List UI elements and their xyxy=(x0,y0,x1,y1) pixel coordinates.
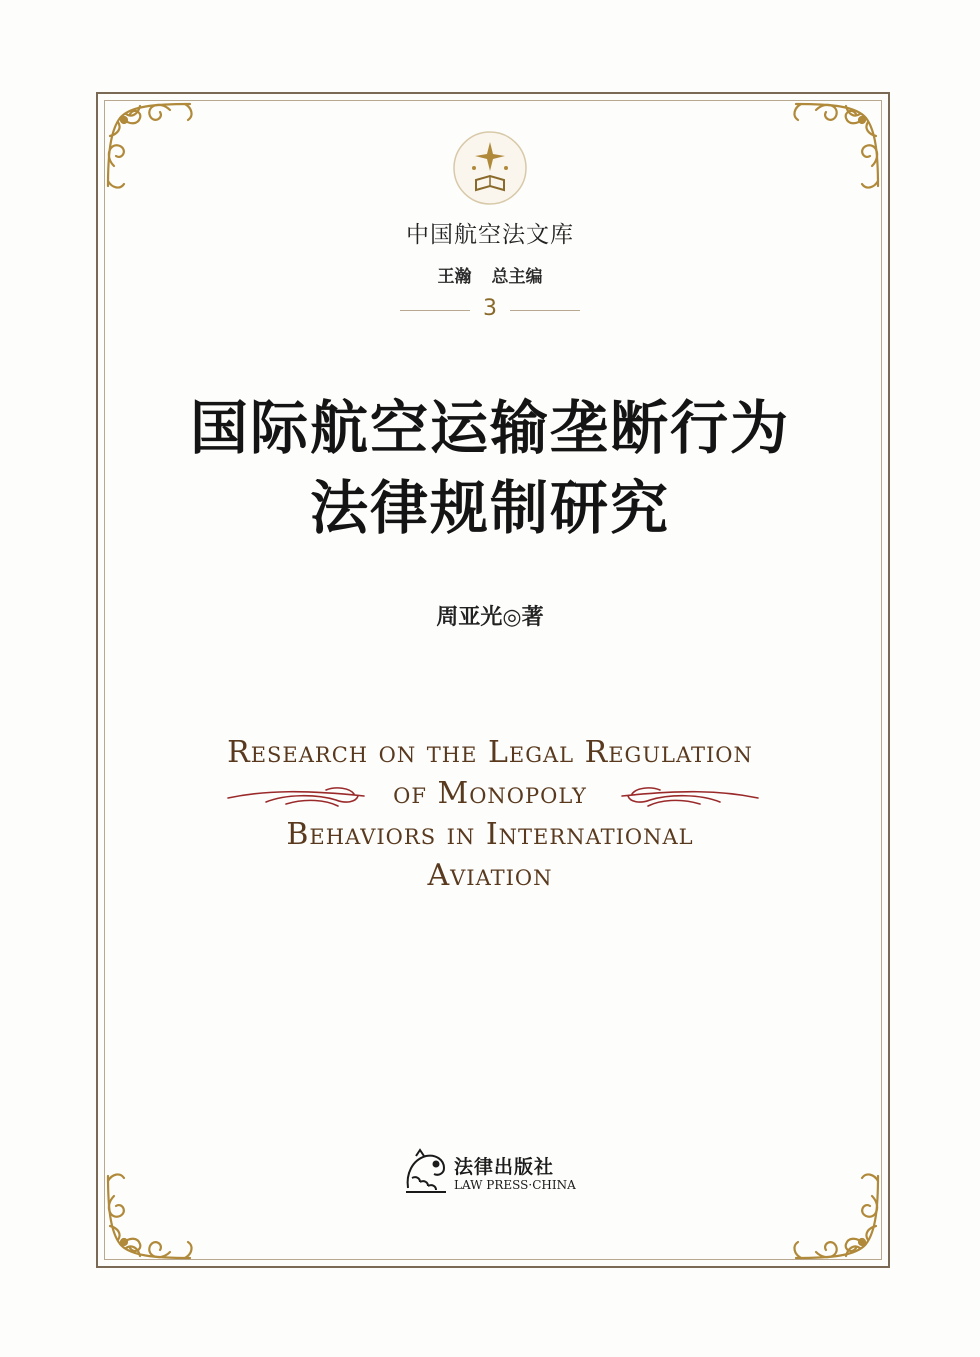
publisher xyxy=(402,1148,582,1198)
corner-ornament-icon xyxy=(100,96,200,196)
corner-ornament-icon xyxy=(100,1166,200,1266)
book-title-line2: 法律规制研究 xyxy=(309,474,670,542)
series-emblem-icon xyxy=(450,128,530,208)
english-title xyxy=(0,732,980,896)
book-title xyxy=(0,388,980,548)
english-title-line1: Research on the Legal Regulation xyxy=(227,735,753,770)
editor-name: 王瀚 xyxy=(437,267,472,287)
english-title-line2: of Monopoly xyxy=(393,776,587,811)
series-title: 中国航空法文库 xyxy=(406,222,574,248)
english-title-line3: Behaviors in International xyxy=(286,817,694,852)
editor-line xyxy=(0,262,980,287)
publisher-logo-icon xyxy=(402,1148,450,1194)
flourish-icon xyxy=(620,782,760,812)
flourish-icon xyxy=(226,782,366,812)
editor-role: 总主编 xyxy=(491,267,543,287)
corner-ornament-icon xyxy=(786,1166,886,1266)
publisher-name-cn: 法律出版社 xyxy=(454,1156,555,1178)
book-title-line1: 国际航空运输垄断行为 xyxy=(189,394,790,462)
publisher-name-en: LAW PRESS·CHINA xyxy=(454,1178,576,1192)
volume-number: 3 xyxy=(483,296,497,321)
corner-ornament-icon xyxy=(786,96,886,196)
english-title-line4: Aviation xyxy=(427,858,553,893)
author: 周亚光◎著 xyxy=(436,605,544,630)
